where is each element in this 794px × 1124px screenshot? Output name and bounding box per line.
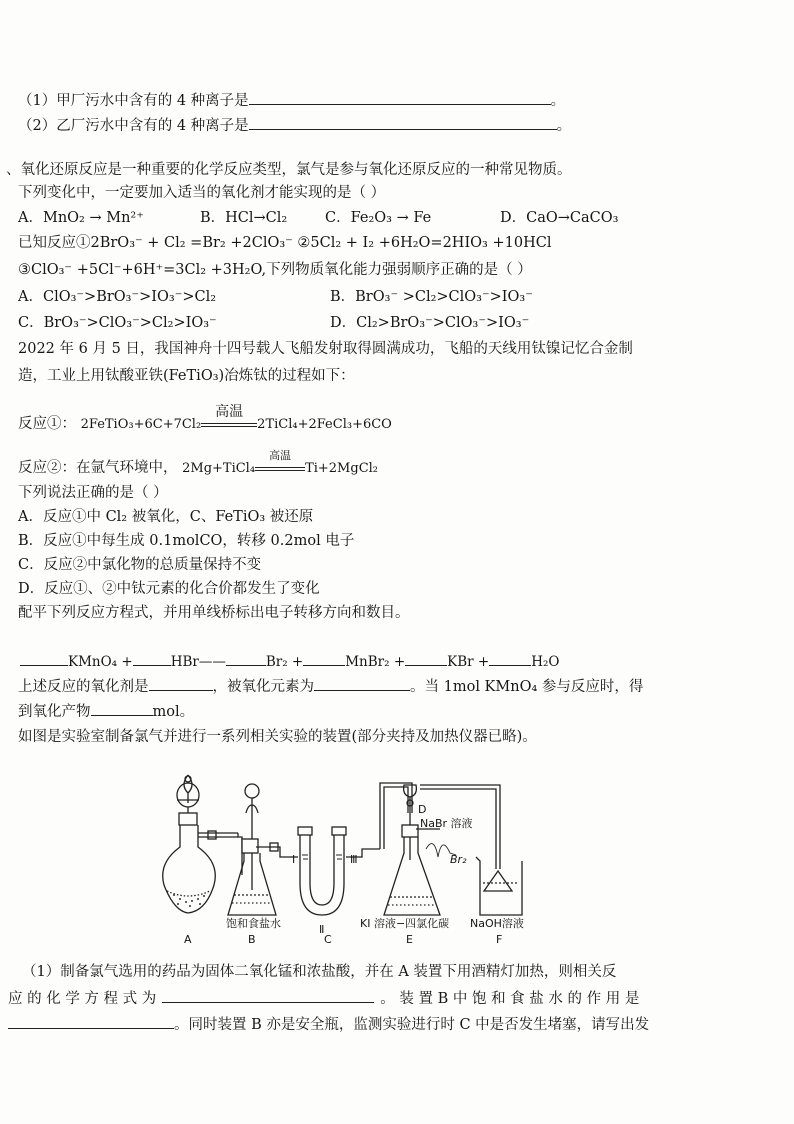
label-naoh: NaOH溶液: [470, 917, 524, 930]
prev-q2-text: （2）乙厂污水中含有的 4 种离子是: [18, 118, 249, 134]
q1-option-a[interactable]: A．MnO₂ → Mn²⁺: [18, 210, 144, 226]
reaction1-products: 2TiCl₄+2FeCl₃+6CO: [257, 417, 392, 432]
q4-text: mol。: [152, 704, 195, 720]
q2-line1: 已知反应①2BrO₃⁻ + Cl₂ =Br₂ +2ClO₃⁻ ②5Cl₂ + I₂ +6H₂O=2HIO₃ +10HCl: [18, 235, 552, 251]
label-a: A: [184, 933, 192, 945]
q5-p1-line1: （1）制备氯气选用的药品为固体二氧化锰和浓盐酸，并在 A 装置下用酒精灯加热，则相关反: [22, 964, 617, 980]
label-e: E: [406, 933, 413, 945]
eq-term-kbr: KBr +: [447, 654, 490, 670]
answer-blank[interactable]: [249, 115, 557, 130]
q3-line1: 2022 年 6 月 5 日，我国神舟十四号载人飞船发射取得圆满成功，飞船的天线用钛镍记忆合金制: [18, 341, 633, 357]
q5-text: 应 的 化 学 方 程 式 为: [8, 991, 157, 1007]
q4-text: 到氧化产物: [18, 704, 91, 720]
coef-blank[interactable]: [226, 651, 266, 666]
q4-text: 。当 1mol KMnO₄ 参与反应时，得: [410, 679, 644, 695]
q4-text: 上述反应的氧化剂是: [18, 679, 149, 695]
eq-term-kmno4: KMnO₄ +: [68, 654, 133, 670]
q4-equation: [20, 651, 559, 672]
label-f: F: [496, 933, 503, 945]
eq-term-h2o: H₂O: [531, 654, 560, 670]
prev-q1-line: [18, 90, 565, 111]
q4-line2: [18, 676, 643, 697]
coef-blank[interactable]: [133, 651, 171, 666]
coef-blank[interactable]: [489, 651, 531, 666]
answer-blank[interactable]: [149, 676, 213, 691]
label-ki: KI 溶液−四氯化碳: [360, 917, 450, 930]
answer-blank[interactable]: [314, 676, 410, 691]
reaction2-reactants: 2Mg+TiCl₄: [182, 461, 256, 476]
reaction1-reactants: 2FeTiO₃+6C+7Cl₂: [80, 417, 202, 432]
answer-blank[interactable]: [91, 701, 153, 716]
q1-option-b[interactable]: B．HCl→Cl₂: [200, 210, 288, 226]
q4-line3: [18, 701, 194, 722]
reaction2-arrow: [255, 449, 305, 478]
q3-option-a[interactable]: A．反应①中 Cl₂ 被氧化，C、FeTiO₃ 被还原: [18, 509, 314, 525]
q3-option-d[interactable]: D．反应①、②中钛元素的化合价都发生了变化: [18, 581, 320, 597]
label-brine: 饱和食盐水: [226, 917, 281, 930]
answer-blank[interactable]: [249, 90, 551, 105]
label-iii: Ⅲ: [350, 853, 358, 866]
q3-line2: 造，工业上用钛酸亚铁(FeTiO₃)冶炼钛的过程如下：: [18, 368, 355, 384]
q1-stem: 下列变化中，一定要加入适当的氧化剂才能实现的是（ ）: [18, 185, 386, 201]
prev-q2-line: [18, 115, 571, 136]
q5-p1-line2: [8, 988, 639, 1009]
q2-option-c[interactable]: C．BrO₃⁻>ClO₃⁻>Cl₂>IO₃⁻: [18, 315, 217, 331]
q2-option-b[interactable]: B．BrO₃⁻ >Cl₂>ClO₃⁻>IO₃⁻: [330, 289, 533, 305]
answer-blank[interactable]: [8, 1014, 174, 1029]
q3-option-b[interactable]: B．反应①中每生成 0.1molCO，转移 0.2mol 电子: [18, 533, 355, 549]
reaction1-condition: 高温: [215, 404, 244, 420]
q1-option-c[interactable]: C．Fe₂O₃ → Fe: [325, 210, 432, 226]
period: 。: [556, 118, 572, 134]
q2-option-a[interactable]: A．ClO₃⁻>BrO₃⁻>IO₃⁻>Cl₂: [18, 289, 217, 305]
label-b: B: [248, 933, 256, 945]
q1-option-d[interactable]: D．CaO→CaCO₃: [500, 210, 619, 226]
q3-reaction1: [18, 404, 392, 435]
label-scribble: Br₂: [450, 853, 467, 866]
eq-term-hbr: HBr——: [170, 654, 226, 670]
label-i: Ⅰ: [292, 853, 296, 866]
q5-p1-line3: [8, 1014, 649, 1035]
coef-blank[interactable]: [20, 651, 68, 666]
q3-reaction2: [18, 449, 379, 479]
flask-a: [163, 775, 238, 913]
prev-q1-text: （1）甲厂污水中含有的 4 种离子是: [18, 93, 249, 109]
coef-blank[interactable]: [405, 651, 447, 666]
q5-stem: 如图是实验室制备氯气并进行一系列相关实验的装置(部分夹持及加热仪器已略)。: [18, 729, 537, 745]
q3-stem: 下列说法正确的是（ ）: [18, 485, 168, 501]
reaction1-arrow: [201, 404, 257, 434]
period: 。: [550, 93, 566, 109]
q5-text: 。同时装置 B 亦是安全瓶，监测实验进行时 C 中是否发生堵塞，请写出发: [174, 1017, 650, 1033]
label-ii: Ⅱ: [319, 923, 325, 936]
beaker-f: [476, 857, 522, 915]
reaction2-label: 反应②：在氩气环境中，: [18, 460, 178, 476]
label-nabr: NaBr 溶液: [420, 817, 473, 830]
q3-option-c[interactable]: C．反应②中氯化物的总质量保持不变: [18, 557, 262, 573]
q2-option-d[interactable]: D．Cl₂>BrO₃⁻>ClO₃⁻>IO₃⁻: [330, 315, 530, 331]
q4-text: ，被氧化元素为: [212, 679, 314, 695]
q4-stem: 配平下列反应方程式，并用单线桥标出电子转移方向和数目。: [18, 605, 410, 621]
u-tube-c: [290, 827, 380, 915]
q2-line2: ③ClO₃⁻ +5Cl⁻+6H⁺=3Cl₂ +3H₂O,下列物质氧化能力强弱顺序正确的是（ ）: [18, 262, 532, 278]
coef-blank[interactable]: [303, 651, 345, 666]
reaction2-condition: 高温: [269, 449, 292, 462]
reaction2-products: Ti+2MgCl₂: [305, 461, 379, 476]
flask-b: [228, 784, 290, 915]
answer-blank[interactable]: [162, 988, 374, 1003]
tube-to-e: [380, 783, 412, 849]
eq-term-mnbr2: MnBr₂ +: [345, 654, 406, 670]
reaction1-label: 反应①：: [18, 416, 76, 432]
label-c: C: [324, 933, 332, 945]
eq-term-br2: Br₂ +: [265, 654, 304, 670]
q5-text: 。 装 置 B 中 饱 和 食 盐 水 的 作 用 是: [380, 991, 640, 1007]
label-d: D: [418, 803, 427, 816]
section-intro: 、氧化还原反应是一种重要的化学反应类型，氯气是参与氧化还原反应的一种常见物质。: [6, 162, 572, 178]
apparatus-diagram: [150, 765, 570, 945]
